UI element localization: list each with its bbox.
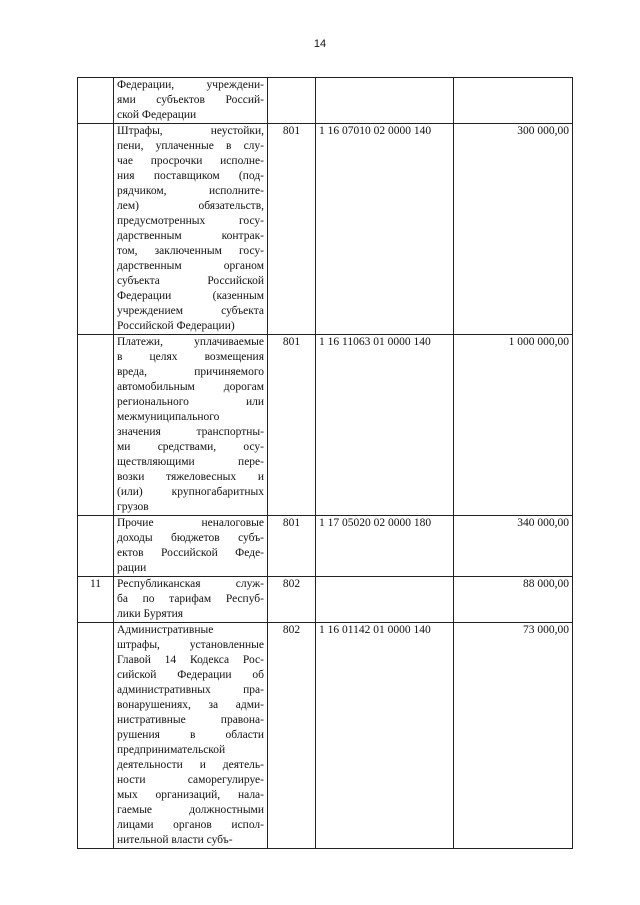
revenue-name-line: сийской Федерации об [117,669,264,681]
admin-code-cell: 801 [268,335,316,516]
table-row [78,124,573,335]
revenue-name-line: автомобильным дорогам [117,381,264,393]
revenue-name-line: в целях возмещения [117,351,264,363]
revenue-name-line: деятельности и деятель- [117,759,264,771]
revenue-name-line: возки тяжеловесных и [117,471,264,483]
revenue-name-line: грузов [117,501,149,513]
revenue-name-line: Республиканская служ- [117,578,264,590]
revenue-name-line: рядчиком, исполните- [117,185,264,197]
revenue-name-line: ской Федерации [117,109,197,121]
revenue-name-cell [114,335,268,516]
revenue-name-cell [114,124,268,335]
budget-classification-code-cell [316,78,454,124]
row-number-cell [78,516,114,577]
revenue-name-line: учреждением субъекта [117,305,264,317]
revenue-name-line: ба по тарифам Респуб- [117,593,264,605]
admin-code-cell: 802 [268,577,316,623]
amount-cell: 88 000,00 [454,577,573,623]
revenue-name-line: Штрафы, неустойки, [117,125,264,137]
table-row [78,335,573,516]
budget-classification-code-cell: 1 16 07010 02 0000 140 [316,124,454,335]
revenue-name-line: лем) обязательств, [117,200,264,212]
budget-classification-code-cell: 1 16 11063 01 0000 140 [316,335,454,516]
revenue-name-line: дарственным органом [117,260,264,272]
revenue-name-line: Федерации (казенным [117,290,264,302]
revenue-name-line: Главой 14 Кодекса Рос- [117,654,264,666]
admin-code-cell [268,78,316,124]
admin-code-cell: 802 [268,623,316,849]
revenue-name-line: гаемые должностными [117,804,264,816]
revenue-name-cell [114,78,268,124]
revenue-name-line: дарственным контрак- [117,230,264,242]
revenue-name-line: (или) крупногабаритных [117,486,264,498]
revenue-name-line: Федерации, учреждени- [117,79,264,91]
row-number-cell [78,623,114,849]
table-body [78,78,573,849]
revenue-name-line: нистративные правона- [117,714,264,726]
revenue-name-line: ния поставщиком (под- [117,170,264,182]
revenue-name-line: субъекта Российской [117,275,264,287]
revenue-name-line: доходы бюджетов субъ- [117,532,264,544]
admin-code-cell: 801 [268,516,316,577]
revenue-name-line: регионального или [117,396,264,408]
revenue-name-line: рации [117,562,147,574]
amount-cell: 73 000,00 [454,623,573,849]
revenue-name-line: вонарушениях, за адми- [117,699,264,711]
table-row [78,577,573,623]
revenue-name-cell [114,516,268,577]
revenue-name-line: чае просрочки исполне- [117,155,264,167]
amount-cell: 1 000 000,00 [454,335,573,516]
revenue-name-line: нительной власти субъ- [117,834,233,846]
table-row [78,516,573,577]
revenue-name-line: административных пра- [117,684,264,696]
page-number: 14 [313,38,327,50]
amount-cell: 340 000,00 [454,516,573,577]
revenue-name-line: ми средствами, осу- [117,441,264,453]
budget-classification-code-cell [316,577,454,623]
revenue-name-line: том, заключенным госу- [117,245,264,257]
revenue-name-cell [114,623,268,849]
admin-code-cell: 801 [268,124,316,335]
revenue-name-line: межмуниципального [117,411,220,423]
revenue-name-line: Платежи, уплачиваемые [117,336,264,348]
row-number-cell [78,335,114,516]
revenue-name-line: вреда, причиняемого [117,366,264,378]
revenue-name-line: штрафы, установленные [117,639,264,651]
revenue-name-line: пени, уплаченные в слу- [117,140,264,152]
revenue-name-line: ществляющими пере- [117,456,264,468]
row-number-cell [78,78,114,124]
budget-classification-code-cell: 1 17 05020 02 0000 180 [316,516,454,577]
revenue-table [77,77,573,849]
revenue-name-line: ями субъектов Россий- [117,94,264,106]
revenue-name-line: Административные [117,624,214,636]
revenue-name-line: Российской Федерации) [117,320,235,332]
table-row [78,623,573,849]
revenue-name-line: значения транспортны- [117,426,264,438]
amount-cell [454,78,573,124]
revenue-name-line: Прочие неналоговые [117,517,264,529]
amount-cell: 300 000,00 [454,124,573,335]
revenue-name-line: лики Бурятия [117,608,184,620]
revenue-name-line: ектов Российской Феде- [117,547,264,559]
revenue-name-line: лицами органов испол- [117,819,264,831]
revenue-name-line: предусмотренных госу- [117,215,264,227]
row-number-cell: 11 [78,577,114,623]
revenue-name-line: ности саморегулируе- [117,774,264,786]
revenue-name-cell [114,577,268,623]
row-number-cell [78,124,114,335]
budget-classification-code-cell: 1 16 01142 01 0000 140 [316,623,454,849]
revenue-name-line: мых организаций, нала- [117,789,264,801]
table-row [78,78,573,124]
revenue-name-line: рушения в области [117,729,264,741]
revenue-name-line: предпринимательской [117,744,226,756]
